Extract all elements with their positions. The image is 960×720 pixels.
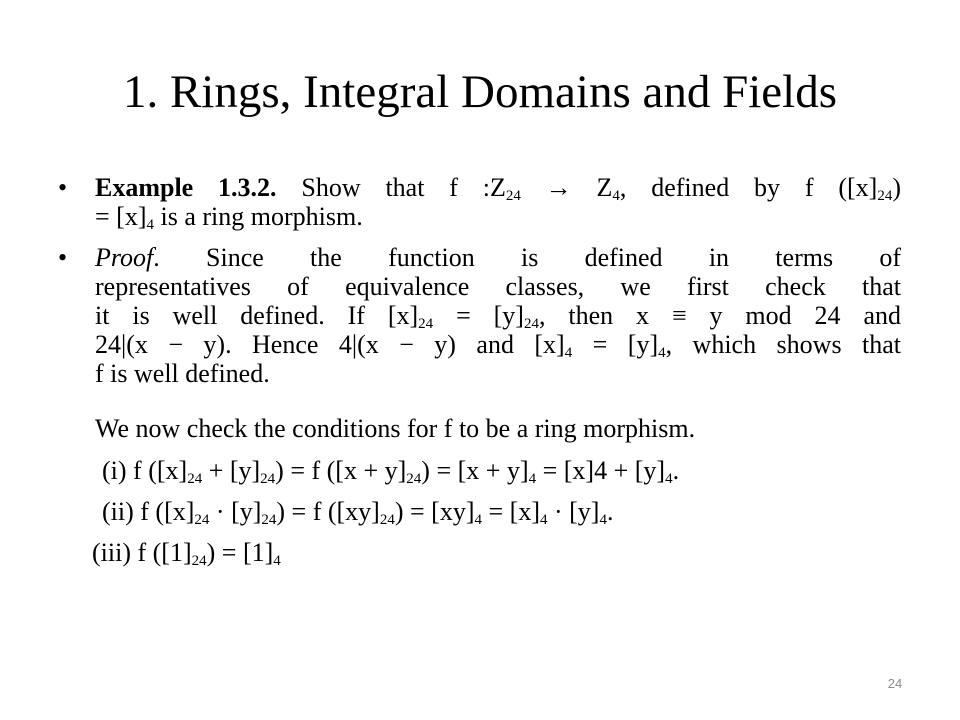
proof-line-5: f is well defined. bbox=[95, 359, 270, 388]
proof-line-3: it is well defined. If $[x]_{24} = [y]_{24}$, then x ≡ y mod 24 and bbox=[95, 301, 901, 332]
example-line-2: = $[x]_4$ is a ring morphism. bbox=[95, 202, 363, 233]
condition-iii: (iii) f $([1]_{24}) = [1]_4$ bbox=[92, 538, 281, 569]
example-line-1: Example 1.3.2. Show that f $:Z_{24} \to Z_4$, defined by f $([x]_{24})$ bbox=[95, 173, 901, 204]
bullet-example: • bbox=[58, 173, 68, 202]
proof-label: Proof bbox=[95, 243, 154, 272]
condition-ii: (ii) f $([x]_{24} \cdot [y]_{24}) = f$ $([xy]_{24}) = [xy]_4 = [x]_4 \cdot [y]_4$. bbox=[102, 497, 614, 528]
conditions-intro: We now check the conditions for f to be a ring morphism. bbox=[95, 414, 696, 443]
proof-line-2: representatives of equivalence classes, we first check that bbox=[95, 272, 901, 301]
proof-line-1: Proof. Since the function is defined in terms of bbox=[95, 243, 901, 272]
proof-line-4: 24|(x − y). Hence 4|(x − y) and $[x]_4 = [y]_4$, which shows that bbox=[95, 330, 901, 361]
example-label: Example 1.3.2. bbox=[95, 173, 277, 202]
bullet-proof: • bbox=[58, 243, 68, 272]
proof-paragraph bbox=[95, 243, 901, 388]
page-number: 24 bbox=[887, 676, 903, 691]
condition-i: (i) f $([x]_{24} + [y]_{24}) = f$ $([x + y]_{24}) = [x + y]_4 = [x]4 + [y]_4$. bbox=[102, 456, 680, 487]
example-paragraph bbox=[95, 173, 901, 231]
slide-title: 1. Rings, Integral Domains and Fields bbox=[122, 66, 838, 118]
